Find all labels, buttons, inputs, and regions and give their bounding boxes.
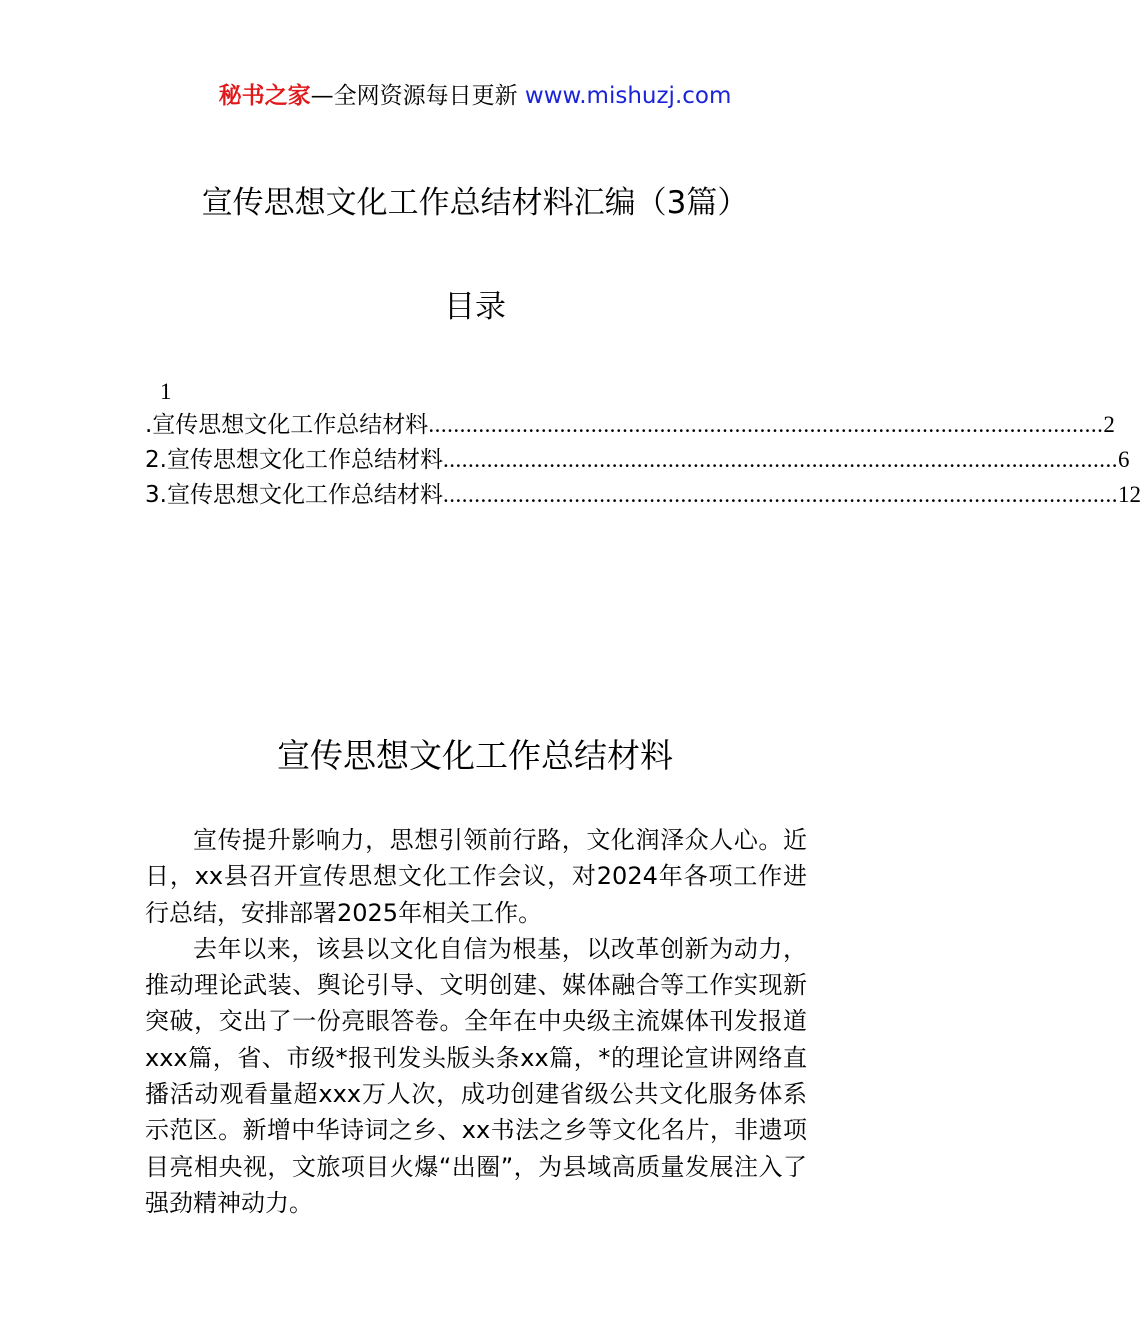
document-title: 宣传思想文化工作总结材料汇编（3篇） xyxy=(201,185,749,221)
section-body xyxy=(145,822,807,1221)
toc-dot-leader: ............................................................................................................ xyxy=(442,447,1118,472)
site-url-link[interactable]: www.mishuzj.com xyxy=(524,83,732,109)
toc-entry[interactable] xyxy=(145,478,1141,512)
toc-dot-leader: ............................................................................................................ xyxy=(442,482,1118,507)
toc-entry-page: 6 xyxy=(1117,447,1130,472)
toc-entry-label: .宣传思想文化工作总结材料 xyxy=(145,412,429,438)
toc-entry[interactable] xyxy=(145,443,1130,477)
body-paragraph: 宣传提升影响力，思想引领前行路，文化润泽众人心。近日，xx县召开宣传思想文化工作会议，对2024年各项工作进行总结，安排部署2025年相关工作。 xyxy=(145,826,807,927)
toc-leading-number: 1 xyxy=(160,379,172,404)
body-paragraph: 去年以来，该县以文化自信为根基，以改革创新为动力，推动理论武装、舆论引导、文明创建、媒体融合等工作实现新突破，交出了一份亮眼答卷。全年在中央级主流媒体刊发报道xxx篇，省、市级*报刊发头版头条xx篇，*的理论宣讲网络直播活动观看量超xxx万人次，成功创建省级公共文化服务体系示范区。新增中华诗词之乡、xx书法之乡等文化名片，非遗项目亮相央视，文旅项目火爆“出圈”，为县域高质量发展注入了强劲精神动力。 xyxy=(145,934,807,1217)
toc-heading: 目录 xyxy=(444,289,506,325)
header-tagline: —全网资源每日更新 xyxy=(310,83,525,109)
toc-entry-page: 12 xyxy=(1117,482,1141,507)
toc-entry[interactable] xyxy=(145,408,1115,442)
site-header xyxy=(0,78,950,114)
section-title: 宣传思想文化工作总结材料 xyxy=(277,736,673,775)
toc-dot-leader: ............................................................................................................ xyxy=(428,412,1104,437)
toc-entry-label: 2.宣传思想文化工作总结材料 xyxy=(145,447,443,473)
toc-entry-page: 2 xyxy=(1103,412,1115,437)
brand-name: 秘书之家 xyxy=(218,83,311,109)
toc-entry-label: 3.宣传思想文化工作总结材料 xyxy=(145,482,443,508)
